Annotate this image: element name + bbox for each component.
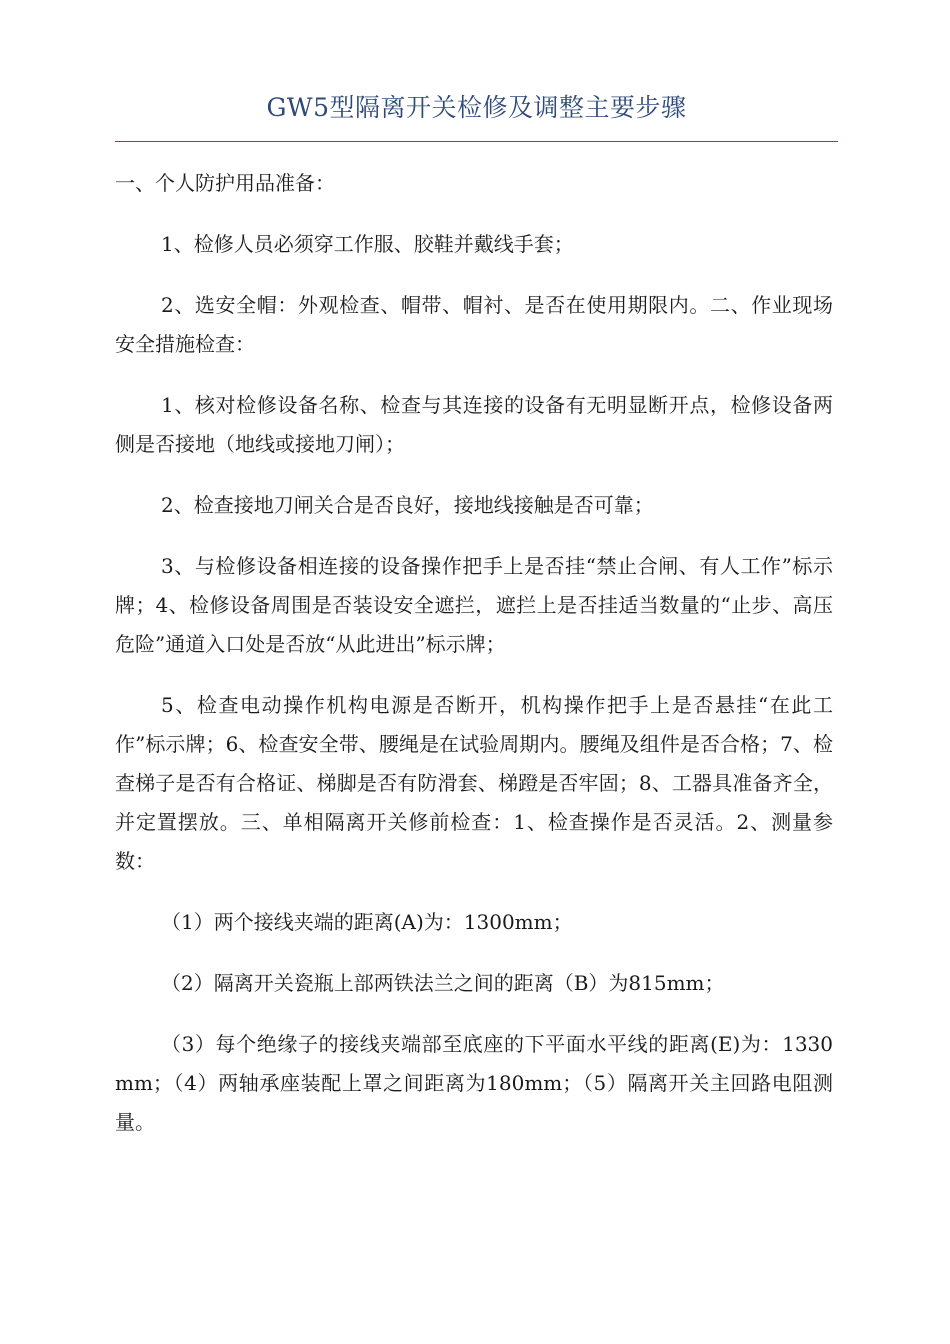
document-title: GW5型隔离开关检修及调整主要步骤 xyxy=(266,93,687,122)
document-body xyxy=(115,164,833,1164)
paragraph: 3、与检修设备相连接的设备操作把手上是否挂“禁止合闸、有人工作”标示牌；4、检修设备周围是否装设安全遮拦，遮拦上是否挂适当数量的“止步、高压危险”通道入口处是否放“从此进出”标示牌； xyxy=(115,554,833,656)
title-divider xyxy=(115,141,838,142)
paragraph: 5、检查电动操作机构电源是否断开，机构操作把手上是否悬挂“在此工作”标示牌；6、检查安全带、腰绳是在试验周期内。腰绳及组件是否合格；7、检查梯子是否有合格证、梯脚是否有防滑套、梯蹬是否牢固；8、工器具准备齐全，并定置摆放。三、单相隔离开关修前检查：1、检查操作是否灵活。2、测量参数： xyxy=(115,693,833,873)
paragraph: 2、选安全帽：外观检查、帽带、帽衬、是否在使用期限内。二、作业现场安全措施检查： xyxy=(115,293,833,356)
paragraph: （1）两个接线夹端的距离(A)为：1300mm； xyxy=(161,910,573,934)
paragraph: 1、检修人员必须穿工作服、胶鞋并戴线手套； xyxy=(161,232,574,256)
paragraph: （3）每个绝缘子的接线夹端部至底座的下平面水平线的距离(E)为：1330mm；（4）两轴承座装配上罩之间距离为180mm；（5）隔离开关主回路电阻测量。 xyxy=(115,1032,833,1134)
paragraph: 2、检查接地刀闸关合是否良好，接地线接触是否可靠； xyxy=(161,493,654,517)
paragraph: （2）隔离开关瓷瓶上部两铁法兰之间的距离（B）为815mm； xyxy=(161,971,725,995)
paragraph: 1、核对检修设备名称、检查与其连接的设备有无明显断开点，检修设备两侧是否接地（地线或接地刀闸）； xyxy=(115,393,833,456)
section-heading-ppe: 一、个人防护用品准备： xyxy=(115,171,335,195)
